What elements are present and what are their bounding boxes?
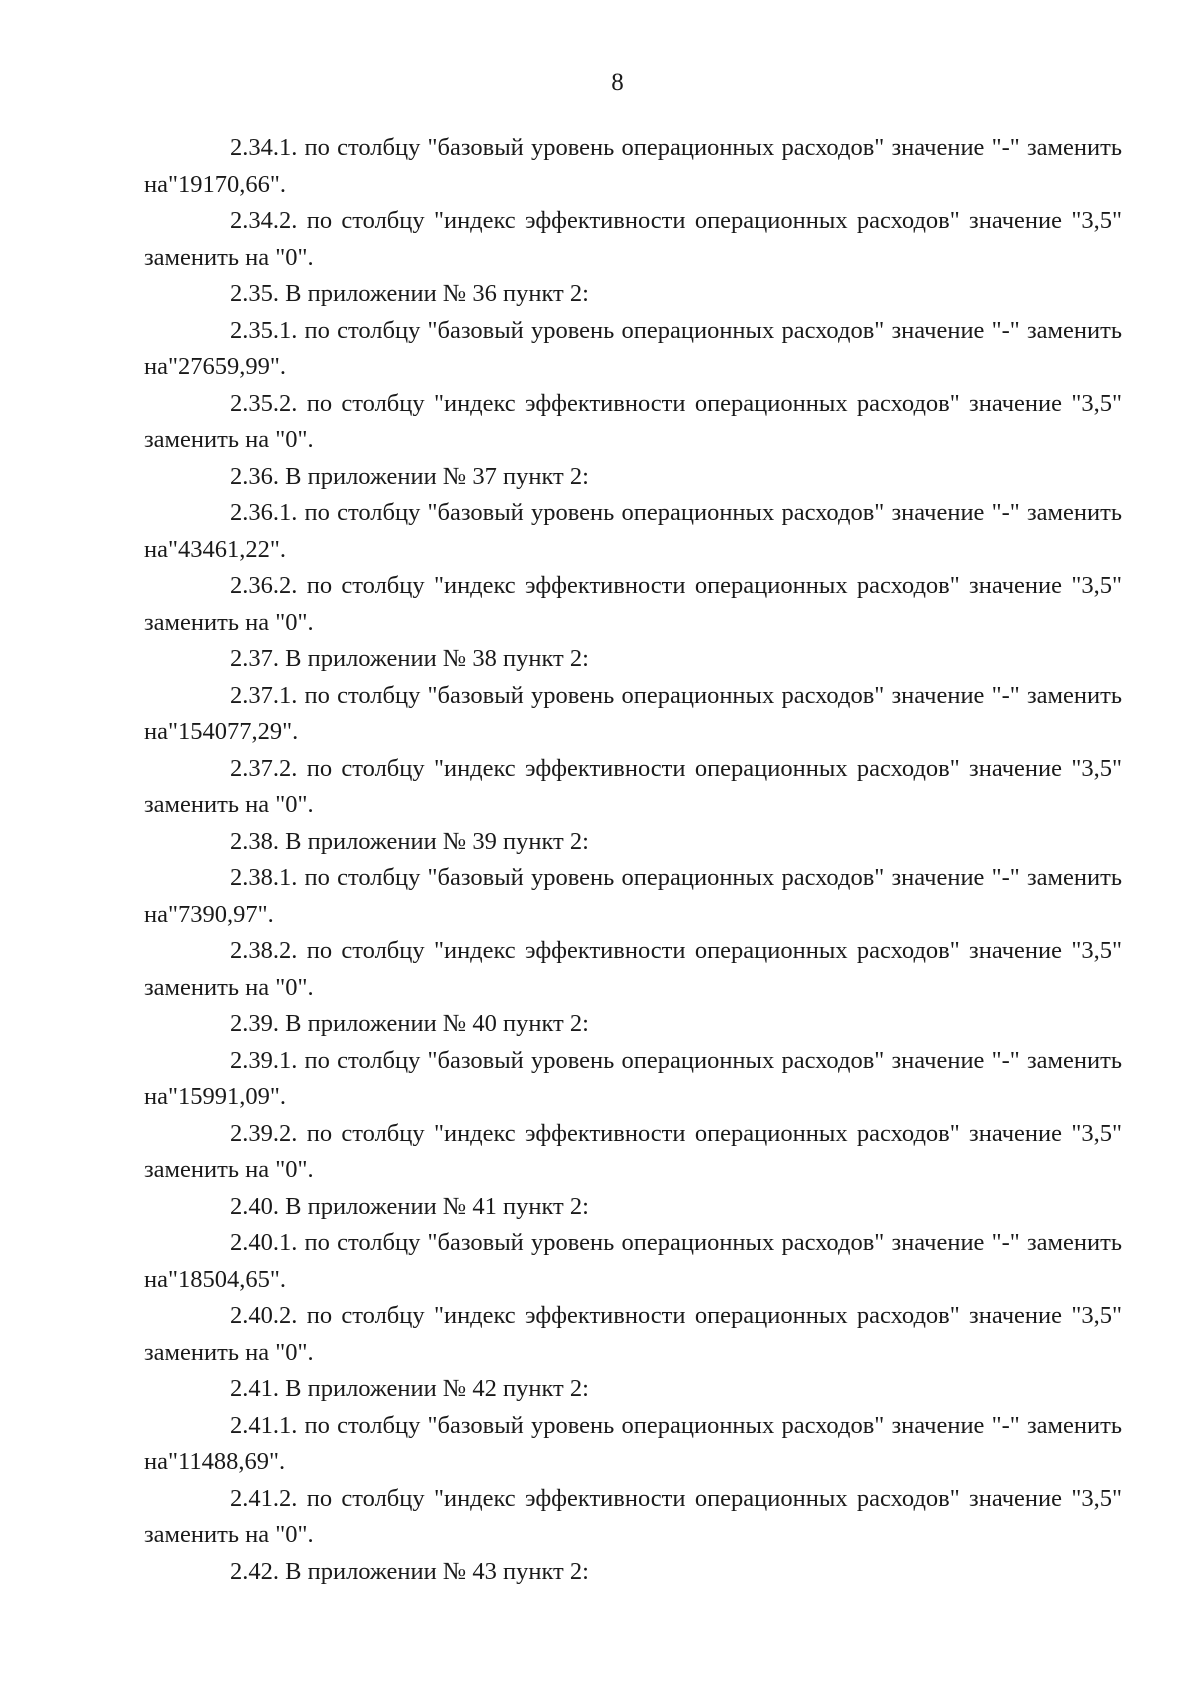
paragraph-2-37-2: 2.37.2. по столбцу "индекс эффективности операционных расходов" значение "3,5" заменить на "0".: [144, 754, 1122, 818]
paragraph-2-37-1: 2.37.1. по столбцу "базовый уровень операционных расходов" значение "-" заменить на"154077,29".: [144, 681, 1122, 745]
paragraph-2-35-2: 2.35.2. по столбцу "индекс эффективности операционных расходов" значение "3,5" заменить на "0".: [144, 389, 1122, 453]
paragraph-2-38-2: 2.38.2. по столбцу "индекс эффективности операционных расходов" значение "3,5" заменить на "0".: [144, 937, 1122, 1001]
paragraph-2-40-1: 2.40.1. по столбцу "базовый уровень операционных расходов" значение "-" заменить на"18504,65".: [144, 1229, 1122, 1293]
paragraph-2-41-2: 2.41.2. по столбцу "индекс эффективности операционных расходов" значение "3,5" заменить на "0".: [144, 1484, 1122, 1548]
paragraph-2-34-1: 2.34.1. по столбцу "базовый уровень операционных расходов" значение "-" заменить на"19170,66".: [144, 134, 1122, 198]
paragraph-2-35-1: 2.35.1. по столбцу "базовый уровень операционных расходов" значение "-" заменить на"27659,99".: [144, 316, 1122, 380]
paragraph-2-37: 2.37. В приложении № 38 пункт 2:: [230, 645, 589, 672]
paragraph-2-35: 2.35. В приложении № 36 пункт 2:: [230, 280, 589, 307]
paragraph-2-42: 2.42. В приложении № 43 пункт 2:: [230, 1557, 589, 1585]
paragraph-2-34-2: 2.34.2. по столбцу "индекс эффективности операционных расходов" значение "3,5" заменить на "0".: [144, 207, 1122, 271]
paragraph-2-41: 2.41. В приложении № 42 пункт 2:: [230, 1375, 589, 1402]
paragraph-2-36-1: 2.36.1. по столбцу "базовый уровень операционных расходов" значение "-" заменить на"43461,22".: [144, 499, 1122, 563]
paragraph-2-38-1: 2.38.1. по столбцу "базовый уровень операционных расходов" значение "-" заменить на"7390,97".: [144, 864, 1122, 928]
paragraph-2-39-2: 2.39.2. по столбцу "индекс эффективности операционных расходов" значение "3,5" заменить на "0".: [144, 1119, 1122, 1183]
paragraph-2-40-2: 2.40.2. по столбцу "индекс эффективности операционных расходов" значение "3,5" заменить на "0".: [144, 1302, 1122, 1366]
paragraph-2-36: 2.36. В приложении № 37 пункт 2:: [230, 462, 589, 490]
paragraph-2-38: 2.38. В приложении № 39 пункт 2:: [230, 827, 589, 855]
paragraph-2-41-1: 2.41.1. по столбцу "базовый уровень операционных расходов" значение "-" заменить на"11488,69".: [144, 1411, 1122, 1475]
paragraph-2-40: 2.40. В приложении № 41 пункт 2:: [230, 1192, 589, 1220]
document-body: [144, 130, 1122, 1590]
paragraph-2-36-2: 2.36.2. по столбцу "индекс эффективности операционных расходов" значение "3,5" заменить на "0".: [144, 572, 1122, 636]
paragraph-2-39-1: 2.39.1. по столбцу "базовый уровень операционных расходов" значение "-" заменить на"15991,09".: [144, 1046, 1122, 1110]
page-number: 8: [611, 69, 624, 96]
paragraph-2-39: 2.39. В приложении № 40 пункт 2:: [230, 1010, 589, 1037]
